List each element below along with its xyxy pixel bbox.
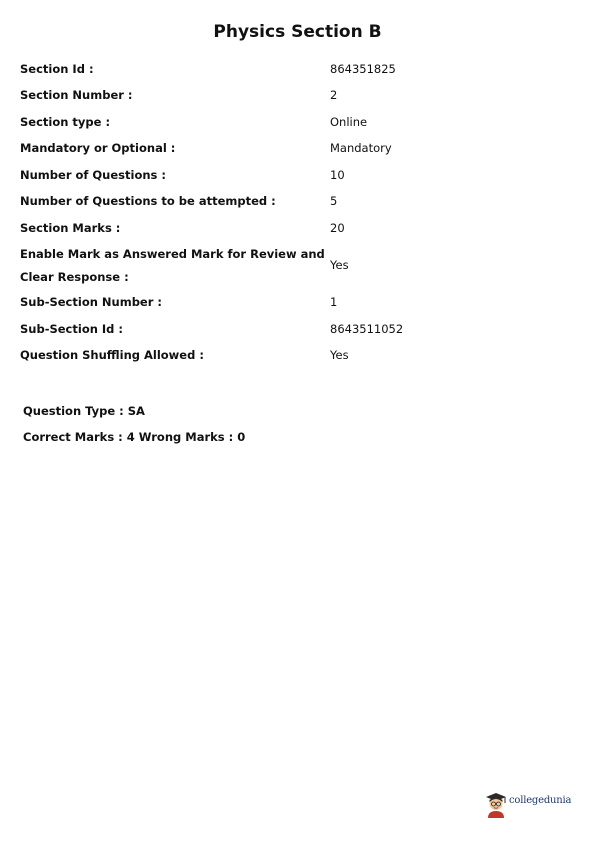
info-value: Yes [330, 258, 349, 272]
info-value: 2 [330, 88, 338, 103]
info-value: 5 [330, 194, 338, 209]
info-row-section-marks [20, 215, 575, 242]
info-value: Mandatory [330, 141, 392, 156]
info-label: Enable Mark as Answered Mark for Review and Clear Response : [20, 246, 325, 284]
info-value: 864351825 [330, 61, 396, 76]
question-marks: Correct Marks : 4 Wrong Marks : 0 [23, 430, 246, 444]
info-row-question-shuffling [20, 343, 575, 370]
info-label: Number of Questions : [20, 167, 166, 182]
info-row-questions-to-attempt [20, 189, 575, 216]
brand-name: collegedunia [509, 795, 572, 806]
info-row-sub-section-number [20, 290, 575, 317]
info-value: 8643511052 [330, 321, 404, 336]
info-label: Section Marks : [20, 220, 121, 235]
info-value: Yes [330, 348, 349, 363]
question-meta [23, 398, 245, 450]
question-type: Question Type : SA [23, 404, 145, 418]
info-label: Sub-Section Id : [20, 321, 124, 336]
info-row-mark-for-review [20, 242, 575, 290]
info-value: 20 [330, 220, 345, 235]
info-label: Section Number : [20, 88, 133, 103]
page-title: Physics Section B [213, 22, 382, 42]
info-label: Section Id : [20, 61, 94, 76]
info-label: Mandatory or Optional : [20, 141, 176, 156]
info-row-section-id [20, 56, 575, 83]
info-label: Number of Questions to be attempted : [20, 194, 276, 209]
collegedunia-logo [484, 790, 576, 820]
info-row-number-of-questions [20, 162, 575, 189]
section-info-table [20, 56, 575, 369]
info-row-sub-section-id [20, 316, 575, 343]
info-label: Question Shuffling Allowed : [20, 348, 204, 363]
info-value: 1 [330, 295, 338, 310]
info-row-mandatory [20, 136, 575, 163]
info-value: 10 [330, 167, 345, 182]
graduate-mascot-icon [484, 790, 508, 818]
info-row-section-type [20, 109, 575, 136]
info-row-section-number [20, 83, 575, 110]
info-label: Section type : [20, 114, 111, 129]
info-value: Online [330, 114, 368, 129]
info-label: Sub-Section Number : [20, 295, 163, 310]
